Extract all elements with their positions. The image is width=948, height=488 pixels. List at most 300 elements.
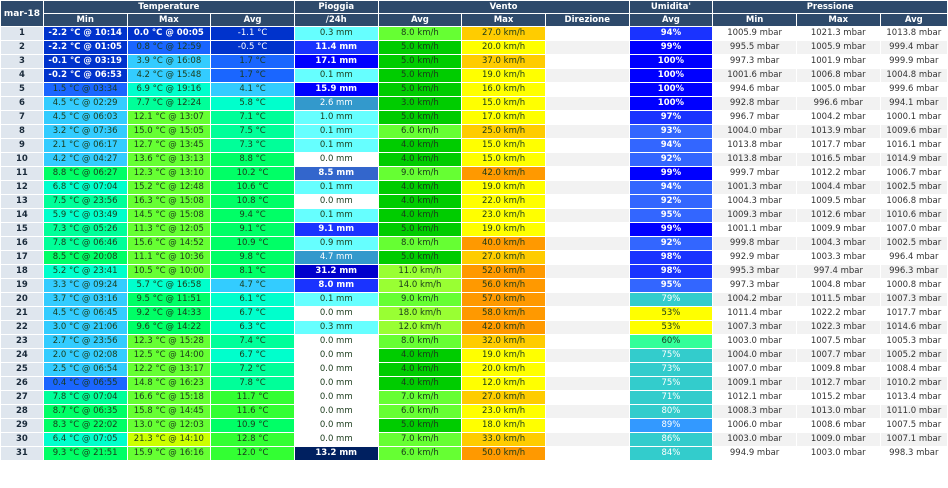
humidity-cell: 84% <box>629 447 713 461</box>
temp-max-cell: 14.8 °C @ 16:23 <box>127 377 211 391</box>
temp-avg-cell: 11.6 °C <box>211 405 295 419</box>
pressure-min-cell: 1009.3 mbar <box>713 209 797 223</box>
wind-avg-cell: 4.0 km/h <box>378 153 462 167</box>
table-row <box>1 83 948 97</box>
temp-min-cell: 5.9 °C @ 03:49 <box>43 209 127 223</box>
humidity-cell: 75% <box>629 377 713 391</box>
wind-max-cell: 50.0 km/h <box>462 447 546 461</box>
wind-avg-cell: 5.0 km/h <box>378 251 462 265</box>
day-cell: 2 <box>1 41 44 55</box>
wind-direction-cell <box>545 251 629 265</box>
wind-direction-cell <box>545 209 629 223</box>
wind-avg-cell: 4.0 km/h <box>378 363 462 377</box>
rain-cell: 4.7 mm <box>294 251 378 265</box>
wind-direction-cell <box>545 97 629 111</box>
table-row <box>1 55 948 69</box>
temp-min-cell: 4.2 °C @ 04:27 <box>43 153 127 167</box>
wind-max-cell: 42.0 km/h <box>462 321 546 335</box>
temp-avg-cell: 1.7 °C <box>211 69 295 83</box>
day-cell: 19 <box>1 279 44 293</box>
temp-max-cell: 12.7 °C @ 13:45 <box>127 139 211 153</box>
pressure-avg-cell: 1006.8 mbar <box>880 195 947 209</box>
table-row <box>1 363 948 377</box>
humidity-cell: 99% <box>629 167 713 181</box>
temp-max-cell: 16.3 °C @ 15:08 <box>127 195 211 209</box>
pressure-max-cell: 1022.2 mbar <box>796 307 880 321</box>
pressure-avg-cell: 996.3 mbar <box>880 265 947 279</box>
pressure-min-cell: 1009.1 mbar <box>713 377 797 391</box>
group-rain: Pioggia <box>294 1 378 14</box>
pressure-min-cell: 994.9 mbar <box>713 447 797 461</box>
temp-min-cell: 2.0 °C @ 02:08 <box>43 349 127 363</box>
day-cell: 7 <box>1 111 44 125</box>
wind-max-cell: 19.0 km/h <box>462 69 546 83</box>
col-temp-min: Min <box>43 14 127 27</box>
pressure-avg-cell: 1010.2 mbar <box>880 377 947 391</box>
humidity-cell: 75% <box>629 349 713 363</box>
day-cell: 6 <box>1 97 44 111</box>
temp-avg-cell: 9.4 °C <box>211 209 295 223</box>
humidity-cell: 95% <box>629 279 713 293</box>
temp-min-cell: -2.2 °C @ 10:14 <box>43 27 127 41</box>
temp-max-cell: 11.3 °C @ 12:05 <box>127 223 211 237</box>
day-cell: 23 <box>1 335 44 349</box>
pressure-avg-cell: 1007.3 mbar <box>880 293 947 307</box>
wind-avg-cell: 18.0 km/h <box>378 307 462 321</box>
wind-max-cell: 57.0 km/h <box>462 293 546 307</box>
col-wind-direction: Direzione <box>545 14 629 27</box>
day-cell: 8 <box>1 125 44 139</box>
pressure-min-cell: 997.3 mbar <box>713 55 797 69</box>
humidity-cell: 92% <box>629 195 713 209</box>
rain-cell: 0.0 mm <box>294 433 378 447</box>
wind-avg-cell: 9.0 km/h <box>378 167 462 181</box>
rain-cell: 0.1 mm <box>294 209 378 223</box>
pressure-max-cell: 1004.2 mbar <box>796 111 880 125</box>
pressure-min-cell: 999.8 mbar <box>713 237 797 251</box>
table-header <box>1 1 948 27</box>
pressure-avg-cell: 1002.5 mbar <box>880 237 947 251</box>
temp-min-cell: 1.5 °C @ 03:34 <box>43 83 127 97</box>
pressure-avg-cell: 1013.4 mbar <box>880 391 947 405</box>
wind-avg-cell: 5.0 km/h <box>378 223 462 237</box>
wind-max-cell: 12.0 km/h <box>462 377 546 391</box>
rain-cell: 0.0 mm <box>294 335 378 349</box>
day-cell: 15 <box>1 223 44 237</box>
col-pressure-avg: Avg <box>880 14 947 27</box>
table-row <box>1 27 948 41</box>
temp-min-cell: 6.4 °C @ 07:05 <box>43 433 127 447</box>
pressure-min-cell: 1007.0 mbar <box>713 363 797 377</box>
table-row <box>1 405 948 419</box>
wind-max-cell: 25.0 km/h <box>462 125 546 139</box>
pressure-max-cell: 1013.9 mbar <box>796 125 880 139</box>
humidity-cell: 73% <box>629 363 713 377</box>
temp-max-cell: 0.0 °C @ 00:05 <box>127 27 211 41</box>
wind-avg-cell: 12.0 km/h <box>378 321 462 335</box>
pressure-max-cell: 1004.8 mbar <box>796 279 880 293</box>
temp-min-cell: 9.3 °C @ 21:51 <box>43 447 127 461</box>
pressure-max-cell: 1009.5 mbar <box>796 195 880 209</box>
pressure-avg-cell: 998.3 mbar <box>880 447 947 461</box>
wind-avg-cell: 7.0 km/h <box>378 391 462 405</box>
temp-avg-cell: 1.7 °C <box>211 55 295 69</box>
temp-min-cell: 4.5 °C @ 02:29 <box>43 97 127 111</box>
pressure-min-cell: 1005.9 mbar <box>713 27 797 41</box>
temp-min-cell: 7.5 °C @ 23:56 <box>43 195 127 209</box>
pressure-min-cell: 992.9 mbar <box>713 251 797 265</box>
col-pressure-max: Max <box>796 14 880 27</box>
wind-direction-cell <box>545 405 629 419</box>
day-cell: 13 <box>1 195 44 209</box>
humidity-cell: 94% <box>629 139 713 153</box>
day-cell: 20 <box>1 293 44 307</box>
wind-max-cell: 42.0 km/h <box>462 167 546 181</box>
temp-avg-cell: 12.8 °C <box>211 433 295 447</box>
pressure-max-cell: 1011.5 mbar <box>796 293 880 307</box>
temp-min-cell: 8.5 °C @ 20:08 <box>43 251 127 265</box>
rain-cell: 0.0 mm <box>294 377 378 391</box>
humidity-cell: 100% <box>629 55 713 69</box>
temp-min-cell: 3.3 °C @ 09:24 <box>43 279 127 293</box>
temp-min-cell: 6.8 °C @ 07:04 <box>43 181 127 195</box>
table-row <box>1 69 948 83</box>
wind-direction-cell <box>545 237 629 251</box>
wind-max-cell: 33.0 km/h <box>462 433 546 447</box>
wind-direction-cell <box>545 83 629 97</box>
humidity-cell: 100% <box>629 69 713 83</box>
pressure-avg-cell: 1014.6 mbar <box>880 321 947 335</box>
group-wind: Vento <box>378 1 629 14</box>
table-row <box>1 237 948 251</box>
temp-max-cell: 0.8 °C @ 12:59 <box>127 41 211 55</box>
temp-max-cell: 15.6 °C @ 14:52 <box>127 237 211 251</box>
wind-avg-cell: 7.0 km/h <box>378 433 462 447</box>
group-humidity: Umidita' <box>629 1 713 14</box>
temp-avg-cell: 7.8 °C <box>211 377 295 391</box>
wind-avg-cell: 4.0 km/h <box>378 181 462 195</box>
pressure-avg-cell: 1014.9 mbar <box>880 153 947 167</box>
wind-avg-cell: 5.0 km/h <box>378 69 462 83</box>
pressure-avg-cell: 1006.7 mbar <box>880 167 947 181</box>
rain-cell: 0.0 mm <box>294 405 378 419</box>
temp-avg-cell: 9.8 °C <box>211 251 295 265</box>
wind-max-cell: 19.0 km/h <box>462 223 546 237</box>
temp-min-cell: 8.3 °C @ 22:02 <box>43 419 127 433</box>
pressure-avg-cell: 1000.8 mbar <box>880 279 947 293</box>
rain-cell: 0.1 mm <box>294 293 378 307</box>
rain-cell: 0.0 mm <box>294 363 378 377</box>
table-row <box>1 139 948 153</box>
temp-min-cell: 5.2 °C @ 23:41 <box>43 265 127 279</box>
temp-max-cell: 12.1 °C @ 13:07 <box>127 111 211 125</box>
rain-cell: 8.0 mm <box>294 279 378 293</box>
pressure-max-cell: 997.4 mbar <box>796 265 880 279</box>
wind-direction-cell <box>545 153 629 167</box>
pressure-avg-cell: 1016.1 mbar <box>880 139 947 153</box>
wind-direction-cell <box>545 27 629 41</box>
pressure-max-cell: 1007.7 mbar <box>796 349 880 363</box>
rain-cell: 8.5 mm <box>294 167 378 181</box>
temp-min-cell: 2.7 °C @ 23:56 <box>43 335 127 349</box>
col-humidity-avg: Avg <box>629 14 713 27</box>
pressure-avg-cell: 999.6 mbar <box>880 83 947 97</box>
wind-max-cell: 15.0 km/h <box>462 139 546 153</box>
temp-max-cell: 15.0 °C @ 15:05 <box>127 125 211 139</box>
table-row <box>1 279 948 293</box>
wind-max-cell: 23.0 km/h <box>462 405 546 419</box>
pressure-avg-cell: 1011.0 mbar <box>880 405 947 419</box>
temp-max-cell: 3.9 °C @ 16:08 <box>127 55 211 69</box>
day-cell: 11 <box>1 167 44 181</box>
wind-max-cell: 37.0 km/h <box>462 55 546 69</box>
day-cell: 5 <box>1 83 44 97</box>
wind-avg-cell: 4.0 km/h <box>378 139 462 153</box>
pressure-max-cell: 996.6 mbar <box>796 97 880 111</box>
humidity-cell: 60% <box>629 335 713 349</box>
day-cell: 30 <box>1 433 44 447</box>
wind-avg-cell: 5.0 km/h <box>378 83 462 97</box>
pressure-max-cell: 1005.9 mbar <box>796 41 880 55</box>
wind-direction-cell <box>545 167 629 181</box>
humidity-cell: 71% <box>629 391 713 405</box>
col-pressure-min: Min <box>713 14 797 27</box>
col-temp-avg: Avg <box>211 14 295 27</box>
pressure-max-cell: 1013.0 mbar <box>796 405 880 419</box>
temp-avg-cell: 10.6 °C <box>211 181 295 195</box>
pressure-min-cell: 1004.0 mbar <box>713 125 797 139</box>
pressure-max-cell: 1012.7 mbar <box>796 377 880 391</box>
wind-direction-cell <box>545 41 629 55</box>
wind-direction-cell <box>545 55 629 69</box>
wind-direction-cell <box>545 391 629 405</box>
pressure-min-cell: 1008.3 mbar <box>713 405 797 419</box>
pressure-max-cell: 1004.3 mbar <box>796 237 880 251</box>
table-row <box>1 181 948 195</box>
temp-max-cell: 12.3 °C @ 15:28 <box>127 335 211 349</box>
wind-max-cell: 16.0 km/h <box>462 83 546 97</box>
rain-cell: 0.0 mm <box>294 153 378 167</box>
temp-max-cell: 13.6 °C @ 13:13 <box>127 153 211 167</box>
humidity-cell: 94% <box>629 27 713 41</box>
wind-avg-cell: 4.0 km/h <box>378 349 462 363</box>
rain-cell: 17.1 mm <box>294 55 378 69</box>
pressure-min-cell: 1011.4 mbar <box>713 307 797 321</box>
humidity-cell: 93% <box>629 125 713 139</box>
wind-direction-cell <box>545 321 629 335</box>
col-wind-max: Max <box>462 14 546 27</box>
pressure-max-cell: 1017.7 mbar <box>796 139 880 153</box>
rain-cell: 0.1 mm <box>294 69 378 83</box>
wind-avg-cell: 5.0 km/h <box>378 419 462 433</box>
pressure-min-cell: 999.7 mbar <box>713 167 797 181</box>
wind-direction-cell <box>545 293 629 307</box>
temp-avg-cell: 6.7 °C <box>211 307 295 321</box>
day-cell: 21 <box>1 307 44 321</box>
rain-cell: 1.0 mm <box>294 111 378 125</box>
temp-max-cell: 5.7 °C @ 16:58 <box>127 279 211 293</box>
temp-max-cell: 12.2 °C @ 13:17 <box>127 363 211 377</box>
rain-cell: 0.0 mm <box>294 419 378 433</box>
pressure-min-cell: 1003.0 mbar <box>713 433 797 447</box>
wind-max-cell: 15.0 km/h <box>462 97 546 111</box>
temp-avg-cell: 11.7 °C <box>211 391 295 405</box>
humidity-cell: 80% <box>629 405 713 419</box>
rain-cell: 0.9 mm <box>294 237 378 251</box>
day-cell: 22 <box>1 321 44 335</box>
temp-max-cell: 15.9 °C @ 16:16 <box>127 447 211 461</box>
temp-max-cell: 16.6 °C @ 15:18 <box>127 391 211 405</box>
day-cell: 17 <box>1 251 44 265</box>
wind-direction-cell <box>545 125 629 139</box>
day-cell: 26 <box>1 377 44 391</box>
table-row <box>1 321 948 335</box>
table-row <box>1 377 948 391</box>
rain-cell: 9.1 mm <box>294 223 378 237</box>
pressure-min-cell: 1004.0 mbar <box>713 349 797 363</box>
temp-min-cell: 8.8 °C @ 06:27 <box>43 167 127 181</box>
table-body <box>1 27 948 461</box>
pressure-max-cell: 1007.5 mbar <box>796 335 880 349</box>
wind-avg-cell: 5.0 km/h <box>378 55 462 69</box>
wind-direction-cell <box>545 363 629 377</box>
day-cell: 24 <box>1 349 44 363</box>
humidity-cell: 92% <box>629 153 713 167</box>
rain-cell: 0.1 mm <box>294 181 378 195</box>
pressure-avg-cell: 1007.5 mbar <box>880 419 947 433</box>
pressure-min-cell: 995.5 mbar <box>713 41 797 55</box>
pressure-avg-cell: 1013.8 mbar <box>880 27 947 41</box>
temp-avg-cell: 7.1 °C <box>211 111 295 125</box>
day-cell: 29 <box>1 419 44 433</box>
table-row <box>1 433 948 447</box>
pressure-max-cell: 1009.9 mbar <box>796 223 880 237</box>
wind-max-cell: 17.0 km/h <box>462 111 546 125</box>
wind-max-cell: 23.0 km/h <box>462 209 546 223</box>
temp-avg-cell: 8.8 °C <box>211 153 295 167</box>
humidity-cell: 97% <box>629 111 713 125</box>
temp-avg-cell: 5.8 °C <box>211 97 295 111</box>
temp-max-cell: 9.5 °C @ 11:51 <box>127 293 211 307</box>
wind-max-cell: 20.0 km/h <box>462 41 546 55</box>
rain-cell: 0.3 mm <box>294 321 378 335</box>
humidity-cell: 98% <box>629 251 713 265</box>
pressure-min-cell: 1013.8 mbar <box>713 139 797 153</box>
pressure-avg-cell: 1000.1 mbar <box>880 111 947 125</box>
table-row <box>1 391 948 405</box>
temp-avg-cell: 10.9 °C <box>211 237 295 251</box>
table-row <box>1 251 948 265</box>
pressure-min-cell: 1013.8 mbar <box>713 153 797 167</box>
pressure-max-cell: 1004.4 mbar <box>796 181 880 195</box>
pressure-min-cell: 996.7 mbar <box>713 111 797 125</box>
temp-avg-cell: 10.8 °C <box>211 195 295 209</box>
pressure-max-cell: 1008.6 mbar <box>796 419 880 433</box>
pressure-max-cell: 1006.8 mbar <box>796 69 880 83</box>
table-row <box>1 293 948 307</box>
col-wind-avg: Avg <box>378 14 462 27</box>
rain-cell: 0.1 mm <box>294 125 378 139</box>
temp-min-cell: 4.5 °C @ 06:03 <box>43 111 127 125</box>
pressure-avg-cell: 999.9 mbar <box>880 55 947 69</box>
table-row <box>1 349 948 363</box>
temp-max-cell: 10.5 °C @ 10:00 <box>127 265 211 279</box>
rain-cell: 13.2 mm <box>294 447 378 461</box>
humidity-cell: 99% <box>629 41 713 55</box>
wind-direction-cell <box>545 335 629 349</box>
humidity-cell: 95% <box>629 209 713 223</box>
wind-avg-cell: 4.0 km/h <box>378 209 462 223</box>
pressure-avg-cell: 994.1 mbar <box>880 97 947 111</box>
pressure-min-cell: 992.8 mbar <box>713 97 797 111</box>
wind-direction-cell <box>545 139 629 153</box>
table-row <box>1 97 948 111</box>
humidity-cell: 53% <box>629 321 713 335</box>
table-row <box>1 153 948 167</box>
wind-direction-cell <box>545 377 629 391</box>
wind-avg-cell: 6.0 km/h <box>378 447 462 461</box>
wind-direction-cell <box>545 195 629 209</box>
pressure-min-cell: 1001.3 mbar <box>713 181 797 195</box>
table-row <box>1 209 948 223</box>
pressure-avg-cell: 1005.3 mbar <box>880 335 947 349</box>
table-row <box>1 41 948 55</box>
temp-avg-cell: 10.2 °C <box>211 167 295 181</box>
wind-avg-cell: 8.0 km/h <box>378 27 462 41</box>
temp-avg-cell: 7.5 °C <box>211 125 295 139</box>
wind-max-cell: 40.0 km/h <box>462 237 546 251</box>
table-row <box>1 307 948 321</box>
pressure-avg-cell: 1005.2 mbar <box>880 349 947 363</box>
pressure-max-cell: 1009.0 mbar <box>796 433 880 447</box>
day-cell: 4 <box>1 69 44 83</box>
table-row <box>1 195 948 209</box>
temp-min-cell: 0.4 °C @ 06:55 <box>43 377 127 391</box>
pressure-min-cell: 1007.3 mbar <box>713 321 797 335</box>
humidity-cell: 79% <box>629 293 713 307</box>
pressure-max-cell: 1009.8 mbar <box>796 363 880 377</box>
pressure-avg-cell: 1017.7 mbar <box>880 307 947 321</box>
table-row <box>1 111 948 125</box>
pressure-max-cell: 1005.0 mbar <box>796 83 880 97</box>
rain-cell: 0.0 mm <box>294 307 378 321</box>
temp-max-cell: 9.2 °C @ 14:33 <box>127 307 211 321</box>
pressure-max-cell: 1012.6 mbar <box>796 209 880 223</box>
rain-cell: 31.2 mm <box>294 265 378 279</box>
humidity-cell: 92% <box>629 237 713 251</box>
wind-avg-cell: 5.0 km/h <box>378 111 462 125</box>
temp-max-cell: 12.5 °C @ 14:00 <box>127 349 211 363</box>
temp-max-cell: 4.2 °C @ 15:48 <box>127 69 211 83</box>
day-cell: 25 <box>1 363 44 377</box>
temp-max-cell: 21.3 °C @ 14:10 <box>127 433 211 447</box>
pressure-min-cell: 1001.6 mbar <box>713 69 797 83</box>
pressure-avg-cell: 1007.0 mbar <box>880 223 947 237</box>
temp-avg-cell: 7.4 °C <box>211 335 295 349</box>
day-cell: 27 <box>1 391 44 405</box>
wind-max-cell: 19.0 km/h <box>462 181 546 195</box>
humidity-cell: 53% <box>629 307 713 321</box>
pressure-avg-cell: 1004.8 mbar <box>880 69 947 83</box>
day-cell: 14 <box>1 209 44 223</box>
pressure-avg-cell: 1002.5 mbar <box>880 181 947 195</box>
wind-avg-cell: 3.0 km/h <box>378 97 462 111</box>
table-row <box>1 335 948 349</box>
wind-avg-cell: 8.0 km/h <box>378 335 462 349</box>
temp-avg-cell: 9.1 °C <box>211 223 295 237</box>
temp-max-cell: 15.2 °C @ 12:48 <box>127 181 211 195</box>
temp-avg-cell: 4.1 °C <box>211 83 295 97</box>
